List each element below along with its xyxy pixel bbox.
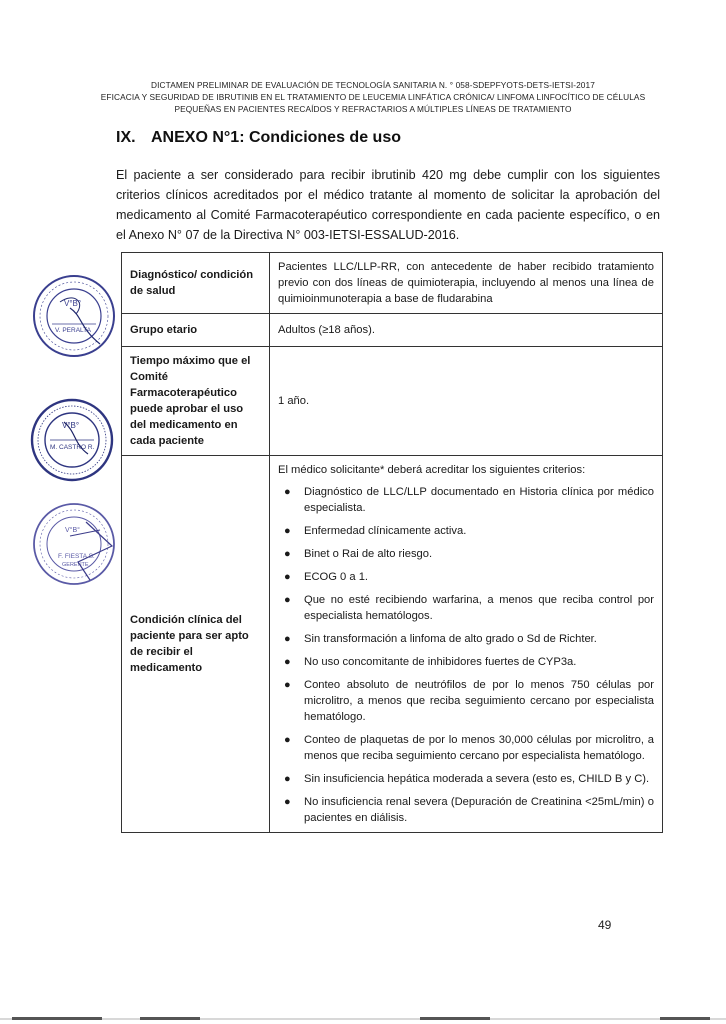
table-row	[122, 347, 663, 456]
criteria-list	[278, 484, 654, 826]
header-line-3: PEQUEÑAS EN PACIENTES RECAÍDOS Y REFRACTARIOS A MÚLTIPLES LÍNEAS DE TRATAMIENTO	[174, 104, 572, 114]
bullet-icon: ●	[284, 548, 291, 560]
row-label: Diagnóstico/ condición de salud	[122, 253, 270, 314]
svg-text:GERENTE: GERENTE	[62, 562, 89, 568]
row-value: Pacientes LLC/LLP-RR, con antecedente de haber recibido tratamiento previo con dos líneas de quimioterapia, incluyendo al menos una línea de quimioinmunoterapia a base de fludarabina	[270, 253, 663, 314]
criterion-text: ECOG 0 a 1.	[304, 571, 369, 583]
bullet-icon: ●	[284, 486, 291, 498]
criterion-text: Conteo absoluto de neutrófilos de por lo menos 750 células por microlitro, a menos que reciba seguimiento cercano por especialista hematólogo.	[304, 679, 654, 723]
approval-stamp-castro	[28, 396, 116, 484]
conditions-table	[121, 252, 663, 833]
bullet-icon: ●	[284, 679, 291, 691]
list-item	[278, 523, 654, 539]
bullet-icon: ●	[284, 633, 291, 645]
list-item	[278, 677, 654, 725]
list-item	[278, 546, 654, 562]
row-label: Condición clínica del paciente para ser apto de recibir el medicamento	[122, 456, 270, 833]
approval-stamp-fiesta	[30, 500, 122, 590]
svg-text:V°B°: V°B°	[65, 527, 80, 534]
svg-text:F. FIESTA S.: F. FIESTA S.	[58, 553, 95, 560]
criterion-text: Que no esté recibiendo warfarina, a menos que reciba control por especialista hematólogos.	[304, 594, 654, 622]
bullet-icon: ●	[284, 594, 291, 606]
intro-paragraph: El paciente a ser considerado para recibir ibrutinib 420 mg debe cumplir con los siguientes criterios clínicos acreditados por el médico tratante al momento de solicitar la aprobación del medicamento al Comité Farmacoterapéutico correspondiente en cada paciente específico, o en el Anexo N° 07 de la Directiva N° 003-IETSI-ESSALUD-2016.	[116, 168, 660, 242]
section-number: IX.	[116, 129, 136, 146]
list-item	[278, 484, 654, 516]
criterion-text: No uso concomitante de inhibidores fuertes de CYP3a.	[304, 656, 577, 668]
page-number: 49	[598, 918, 612, 932]
bullet-icon: ●	[284, 656, 291, 668]
svg-text:V. PERALTA: V. PERALTA	[55, 327, 92, 334]
list-item	[278, 654, 654, 670]
table-row	[122, 253, 663, 314]
scan-edge-marks	[0, 1014, 726, 1024]
list-item	[278, 592, 654, 624]
criteria-cell	[270, 456, 663, 833]
section-title-text: ANEXO N°1: Condiciones de uso	[151, 129, 401, 146]
bullet-icon: ●	[284, 525, 291, 537]
list-item	[278, 732, 654, 764]
svg-text:V°B°: V°B°	[62, 421, 80, 430]
criterion-text: Sin insuficiencia hepática moderada a severa (esto es, CHILD B y C).	[304, 773, 650, 785]
list-item	[278, 569, 654, 585]
table-row	[122, 314, 663, 347]
row-label: Tiempo máximo que el Comité Farmacoterapéutico puede aprobar el uso del medicamento en cada paciente	[122, 347, 270, 456]
bullet-icon: ●	[284, 773, 291, 785]
criterion-text: Enfermedad clínicamente activa.	[304, 525, 467, 537]
criterion-text: Binet o Rai de alto riesgo.	[304, 548, 433, 560]
criterion-text: Diagnóstico de LLC/LLP documentado en Historia clínica por médico especialista.	[304, 486, 654, 514]
bullet-icon: ●	[284, 571, 291, 583]
bullet-icon: ●	[284, 734, 291, 746]
svg-text:V°B°: V°B°	[64, 299, 82, 308]
document-header	[60, 79, 686, 115]
table-row	[122, 456, 663, 833]
criterion-text: Conteo de plaquetas de por lo menos 30,000 células por microlitro, a menos que reciba seguimiento cercano por especialista hematólogo.	[304, 734, 654, 762]
row-value: Adultos (≥18 años).	[270, 314, 663, 347]
bullet-icon: ●	[284, 796, 291, 808]
list-item	[278, 771, 654, 787]
header-line-2: EFICACIA Y SEGURIDAD DE IBRUTINIB EN EL TRATAMIENTO DE LEUCEMIA LINFÁTICA CRÓNICA/ LINFOMA LINFOCÍTICO DE CÉLULAS	[100, 92, 646, 102]
row-label: Grupo etario	[122, 314, 270, 347]
list-item	[278, 631, 654, 647]
criterion-text: Sin transformación a linfoma de alto grado o Sd de Richter.	[304, 633, 597, 645]
row-value: 1 año.	[270, 347, 663, 456]
list-item	[278, 794, 654, 826]
criteria-lead: El médico solicitante* deberá acreditar los siguientes criterios:	[278, 464, 586, 476]
criterion-text: No insuficiencia renal severa (Depuración de Creatinina <25mL/min) o pacientes en diálisis.	[304, 796, 654, 824]
approval-stamp-peralta	[30, 272, 118, 360]
section-title	[116, 129, 401, 147]
svg-text:M. CASTRO R.: M. CASTRO R.	[50, 444, 95, 451]
header-line-1: DICTAMEN PRELIMINAR DE EVALUACIÓN DE TECNOLOGÍA SANITARIA N. ° 058-SDEPFYOTS-DETS-IETSI-2017	[151, 80, 595, 90]
